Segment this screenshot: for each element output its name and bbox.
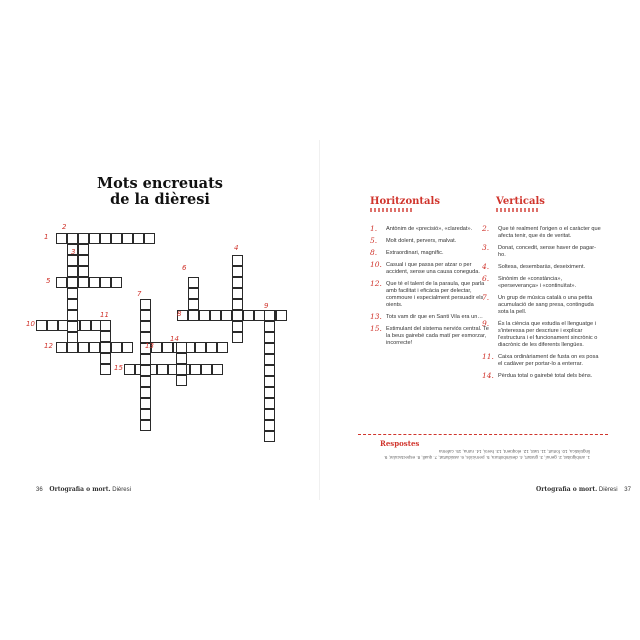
right-footer <box>536 486 631 493</box>
crossword-number: 14 <box>170 335 179 343</box>
crossword-cell[interactable] <box>100 320 111 331</box>
crossword-cell[interactable] <box>264 387 275 398</box>
crossword-number: 10 <box>26 320 35 328</box>
horitzontals-title: Horitzontals <box>370 196 440 207</box>
crossword-cell[interactable] <box>100 331 111 342</box>
title-line-2: de la dièresi <box>110 191 210 208</box>
crossword-number: 3 <box>71 248 76 256</box>
title-line-1: Mots encreuats <box>97 175 223 192</box>
crossword-cell[interactable] <box>56 233 67 244</box>
clue-item <box>370 326 490 347</box>
crossword-cell[interactable] <box>188 277 199 288</box>
clue-text: Antònim de «precisió», «claredat». <box>386 226 473 232</box>
crossword-number: 1 <box>44 233 49 241</box>
crossword-cell[interactable] <box>122 233 133 244</box>
clue-text: Tots vam dir que en Santi Vila era un… <box>386 314 483 320</box>
clue-number: 5. <box>370 236 378 245</box>
clue-text: Un grup de música català o una petita acumulació de sang presa, continguda sota la pell. <box>498 295 594 315</box>
crossword-cell[interactable] <box>56 342 67 353</box>
crossword-number: 8 <box>177 310 182 318</box>
crossword-cell[interactable] <box>157 364 168 375</box>
crossword-cell[interactable] <box>264 343 275 354</box>
crossword-cell[interactable] <box>47 320 58 331</box>
crossword-cell[interactable] <box>232 266 243 277</box>
clue-text: Donat, concedit, sense haver de pagar-ho. <box>498 245 596 258</box>
left-footer <box>36 486 131 493</box>
clue-number: 3. <box>482 243 490 252</box>
crossword-cell[interactable] <box>67 332 78 343</box>
clue-number: 11. <box>482 352 494 361</box>
clue-number: 4. <box>482 262 490 271</box>
crossword-cell[interactable] <box>140 354 151 365</box>
crossword-cell[interactable] <box>100 342 111 353</box>
crossword-cell[interactable] <box>80 320 91 331</box>
crossword-cell[interactable] <box>232 255 243 266</box>
verticals-title: Verticals <box>496 196 545 207</box>
clue-number: 2. <box>482 224 490 233</box>
clue-number: 6. <box>482 274 490 283</box>
crossword-cell[interactable] <box>264 398 275 409</box>
crossword-cell[interactable] <box>67 255 78 266</box>
book-title-left: Ortografia o mort. <box>49 486 111 493</box>
crossword-number: 13 <box>145 342 154 350</box>
crossword-number: 12 <box>44 342 53 350</box>
clue-item <box>482 295 602 316</box>
crossword-cell[interactable] <box>212 364 223 375</box>
crossword-cell[interactable] <box>100 277 111 288</box>
clue-item <box>370 250 490 257</box>
horitzontals-clue-list <box>370 226 490 352</box>
crossword-cell[interactable] <box>232 299 243 310</box>
crossword-cell[interactable] <box>122 342 133 353</box>
crossword-cell[interactable] <box>188 288 199 299</box>
crossword-cell[interactable] <box>264 376 275 387</box>
verticals-heading <box>496 196 545 212</box>
crossword-cell[interactable] <box>264 332 275 343</box>
crossword-cell[interactable] <box>176 353 187 364</box>
crossword-cell[interactable] <box>144 233 155 244</box>
clue-text: Estimulant del sistema nerviós central. Te la beus gairebé cada matí per esmorzar, incorrecte! <box>386 326 489 346</box>
crossword-cell[interactable] <box>188 310 199 321</box>
crossword-cell[interactable] <box>133 233 144 244</box>
crossword-cell[interactable] <box>78 342 89 353</box>
clue-number: 14. <box>482 371 494 380</box>
clue-number: 10. <box>370 260 382 269</box>
crossword-cell[interactable] <box>78 277 89 288</box>
crossword-cell[interactable] <box>78 255 89 266</box>
answers-text: 1. ambigüitat, 2. genuí, 3. gratuït, 4. desimboltura, 5. perniciós, 6. assiduïtat, 7. quall, 8. espectacular, 9. lingüística, 10. fortuït, 11. taüt, 12. eloqüent, 13. heroi, 14. ruïna, 15. cafeïna <box>383 449 590 460</box>
clue-number: 15. <box>370 324 382 333</box>
crossword-cell[interactable] <box>67 288 78 299</box>
heading-underline <box>496 208 538 212</box>
crossword-cell[interactable] <box>67 299 78 310</box>
clue-item <box>482 276 602 290</box>
clue-text: És la ciència que estudia el llenguatge i s'interessa per descriure i explicar l'estructura i el funcionament sincrònic o diacrònic de les diferents llengües. <box>498 321 598 348</box>
crossword-number: 6 <box>182 264 187 272</box>
crossword-cell[interactable] <box>243 310 254 321</box>
answers-box <box>358 434 608 479</box>
topic-right: Dièresi <box>598 487 618 493</box>
crossword-number: 7 <box>137 290 142 298</box>
crossword-cell[interactable] <box>100 364 111 375</box>
crossword-cell[interactable] <box>264 409 275 420</box>
page-number-left: 36 <box>36 487 43 493</box>
crossword-cell[interactable] <box>217 342 228 353</box>
crossword-cell[interactable] <box>140 398 151 409</box>
clue-text: Molt dolent, pervers, malvat. <box>386 238 457 244</box>
crossword-number: 4 <box>234 244 239 252</box>
heading-underline <box>370 208 412 212</box>
clue-item <box>482 321 602 349</box>
clue-number: 7. <box>482 293 490 302</box>
crossword-cell[interactable] <box>67 310 78 321</box>
verticals-clue-list <box>482 226 602 385</box>
crossword-cell[interactable] <box>67 266 78 277</box>
crossword-cell[interactable] <box>264 354 275 365</box>
clue-text: Casual i que passa per atzar o per accident, sense una causa coneguda. <box>386 262 480 275</box>
clue-item <box>370 262 490 276</box>
clue-item <box>482 226 602 240</box>
clue-text: Sinònim de «constància», «perseverança» i «continuïtat». <box>498 276 577 289</box>
crossword-cell[interactable] <box>188 299 199 310</box>
crossword-cell[interactable] <box>78 244 89 255</box>
crossword-cell[interactable] <box>232 310 243 321</box>
book-title-right: Ortografia o mort. <box>536 486 598 493</box>
clue-item <box>482 354 602 368</box>
crossword-cell[interactable] <box>232 321 243 332</box>
clue-text: Caixa ordinàriament de fusta on es posa el cadàver per portar-lo a enterrar. <box>498 354 599 367</box>
crossword-cell[interactable] <box>210 310 221 321</box>
crossword-cell[interactable] <box>140 321 151 332</box>
crossword-cell[interactable] <box>190 364 201 375</box>
clue-item <box>370 281 490 309</box>
crossword-cell[interactable] <box>67 277 78 288</box>
crossword-cell[interactable] <box>100 353 111 364</box>
crossword-cell[interactable] <box>264 310 275 321</box>
clue-number: 8. <box>370 248 378 257</box>
crossword-number: 9 <box>264 302 269 310</box>
crossword-cell[interactable] <box>67 233 78 244</box>
crossword-cell[interactable] <box>176 364 187 375</box>
clue-item <box>482 373 602 380</box>
clue-number: 1. <box>370 224 378 233</box>
crossword-cell[interactable] <box>78 266 89 277</box>
crossword-cell[interactable] <box>124 364 135 375</box>
crossword-cell[interactable] <box>221 310 232 321</box>
crossword-cell[interactable] <box>199 310 210 321</box>
crossword-cell[interactable] <box>206 342 217 353</box>
crossword-cell[interactable] <box>140 310 151 321</box>
crossword-cell[interactable] <box>140 387 151 398</box>
clue-item <box>370 314 490 321</box>
topic-left: Dièresi <box>112 487 131 493</box>
answers-title: Respostes <box>380 439 420 448</box>
crossword-cell[interactable] <box>89 342 100 353</box>
clue-number: 13. <box>370 312 382 321</box>
crossword-cell[interactable] <box>140 299 151 310</box>
crossword-cell[interactable] <box>232 277 243 288</box>
clue-text: Extraordinari, magnífic. <box>386 250 444 256</box>
crossword-cell[interactable] <box>140 365 151 376</box>
crossword-cell[interactable] <box>89 233 100 244</box>
clue-number: 9. <box>482 319 490 328</box>
crossword-cell[interactable] <box>162 342 173 353</box>
crossword-cell[interactable] <box>201 364 212 375</box>
crossword-cell[interactable] <box>176 375 187 386</box>
crossword-cell[interactable] <box>140 420 151 431</box>
crossword-cell[interactable] <box>111 277 122 288</box>
crossword-cell[interactable] <box>232 332 243 343</box>
crossword-cell[interactable] <box>264 365 275 376</box>
crossword-cell[interactable] <box>56 277 67 288</box>
crossword-cell[interactable] <box>100 233 111 244</box>
crossword-number: 2 <box>62 223 67 231</box>
clue-text: Pèrdua total o gairebé total dels béns. <box>498 373 593 379</box>
crossword-number: 11 <box>100 311 109 319</box>
crossword-cell[interactable] <box>264 420 275 431</box>
clue-number: 12. <box>370 279 382 288</box>
crossword-cell[interactable] <box>140 409 151 420</box>
crossword-cell[interactable] <box>232 288 243 299</box>
crossword-cell[interactable] <box>67 342 78 353</box>
crossword-cell[interactable] <box>276 310 287 321</box>
crossword-cell[interactable] <box>176 342 187 353</box>
horitzontals-heading <box>370 196 440 212</box>
crossword-cell[interactable] <box>111 342 122 353</box>
crossword-cell[interactable] <box>111 233 122 244</box>
clue-item <box>370 238 490 245</box>
clue-item <box>482 245 602 259</box>
clue-item <box>482 264 602 271</box>
crossword-cell[interactable] <box>67 321 78 332</box>
crossword-cell[interactable] <box>264 431 275 442</box>
clue-text: Soltesa, desembaràs, deseiximent. <box>498 264 586 270</box>
crossword-cell[interactable] <box>264 321 275 332</box>
crossword-cell[interactable] <box>78 233 89 244</box>
crossword-number: 15 <box>114 364 123 372</box>
page-number-right: 37 <box>624 487 631 493</box>
crossword-cell[interactable] <box>89 277 100 288</box>
crossword-cell[interactable] <box>195 342 206 353</box>
crossword-cell[interactable] <box>36 320 47 331</box>
crossword-number: 5 <box>46 277 51 285</box>
crossword-cell[interactable] <box>140 376 151 387</box>
clue-item <box>370 226 490 233</box>
clue-text: Que té realment l'origen o el caràcter que afecta tenir, que és de veritat. <box>498 226 601 239</box>
clue-text: Que té el talent de la paraula, que parla amb facilitat i eficàcia per delectar, commoure i especialment persuadir els oients. <box>386 281 485 308</box>
